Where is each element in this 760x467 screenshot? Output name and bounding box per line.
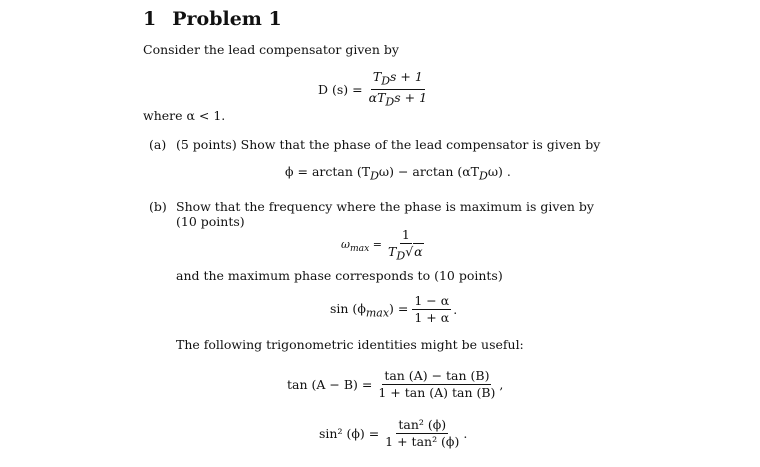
sin-max-numerator: 1 − α bbox=[412, 294, 451, 310]
sin-max-period: . bbox=[453, 302, 458, 318]
part-b bbox=[149, 199, 606, 229]
part-a-label: (a) bbox=[149, 137, 167, 152]
where-text: where α < 1. bbox=[143, 108, 226, 123]
tan-difference-denominator: 1 + tan (A) tan (B) bbox=[378, 385, 496, 401]
part-b-text: Show that the frequency where the phase is maximum is given by (10 points) bbox=[176, 199, 594, 229]
section-number: 1 bbox=[143, 8, 157, 30]
sin-max-fraction bbox=[412, 294, 451, 326]
max-phase-text: and the maximum phase corresponds to (10 points) bbox=[176, 268, 503, 283]
tan-difference-numerator: tan (A) − tan (B) bbox=[382, 369, 491, 385]
equation-D bbox=[318, 70, 429, 109]
part-a-text: (5 points) Show that the phase of the lead compensator is given by bbox=[176, 137, 601, 152]
omega-max-fraction bbox=[386, 228, 426, 264]
equation-D-lhs: D (s) = bbox=[318, 82, 363, 98]
omega-max-numerator: 1 bbox=[400, 228, 412, 244]
sin-squared-period: . bbox=[463, 426, 468, 442]
sin-squared-denominator: 1 + tan² (ϕ) bbox=[385, 434, 460, 450]
equation-sin-squared bbox=[319, 418, 467, 450]
equation-sin-max bbox=[330, 294, 457, 326]
sin-squared-numerator: tan² (ϕ) bbox=[396, 418, 448, 434]
equation-D-numerator: $T_Ds + 1$ bbox=[371, 70, 425, 90]
tan-difference-fraction bbox=[376, 369, 497, 401]
omega-max-lhs: $\omega_{max}$ = bbox=[341, 237, 383, 254]
part-a bbox=[149, 137, 600, 152]
section-title: Problem 1 bbox=[172, 8, 282, 30]
equation-D-denominator: $\alpha T_Ds + 1$ bbox=[368, 90, 428, 109]
omega-max-denominator: $T_D√\alpha$ bbox=[388, 244, 423, 263]
sin-squared-fraction bbox=[383, 418, 461, 450]
equation-tan-difference bbox=[287, 369, 503, 401]
identities-text: The following trigonometric identities might be useful: bbox=[176, 337, 524, 352]
part-b-label: (b) bbox=[149, 199, 167, 214]
equation-D-fraction bbox=[367, 70, 429, 109]
tan-difference-comma: , bbox=[499, 377, 504, 393]
equation-omega-max bbox=[341, 228, 426, 264]
sin-max-lhs: $\sin (\phi_{max})$ = bbox=[330, 300, 409, 320]
equation-phase: $\phi = \arctan (T_D\omega) - \arctan (\alpha T_D\omega)$ . bbox=[285, 164, 511, 183]
intro-text: Consider the lead compensator given by bbox=[143, 42, 399, 57]
section-heading bbox=[143, 8, 282, 30]
tan-difference-lhs: tan (A − B) = bbox=[287, 377, 373, 393]
sin-max-denominator: 1 + α bbox=[414, 310, 450, 326]
sin-squared-lhs: sin² (ϕ) = bbox=[319, 426, 380, 442]
